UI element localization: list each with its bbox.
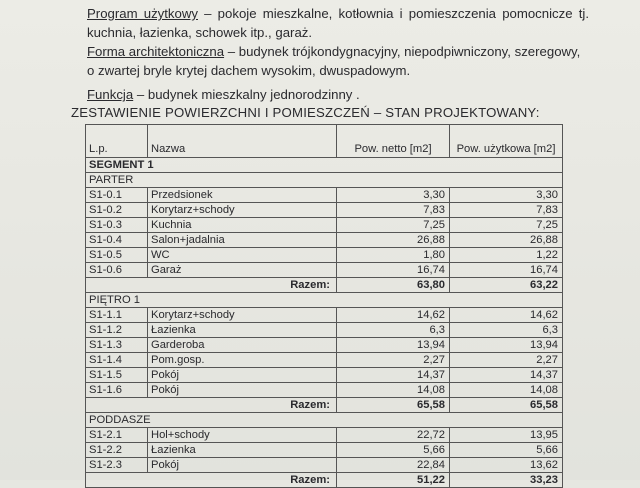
room-id: S1-1.1 [86,308,148,323]
room-name: Hol+schody [148,428,337,443]
table-row [86,428,563,443]
room-id: S1-1.4 [86,353,148,368]
room-area-netto: 14,37 [337,368,450,383]
floor-label: PARTER [86,173,563,188]
room-name: Garderoba [148,338,337,353]
segment-row [86,158,563,173]
funkcja-text: – budynek mieszkalny jednorodzinny . [136,87,360,102]
room-name: Pom.gosp. [148,353,337,368]
room-area-netto: 14,08 [337,383,450,398]
total-blank [86,278,148,293]
room-area-netto: 3,30 [337,188,450,203]
total-blank [86,398,148,413]
room-id: S1-1.6 [86,383,148,398]
forma-text: – budynek trójkondygnacyjny, niepodpiwniczony, szeregowy, o zwartej bryle krytej dachem wysokim, dwuspadowym. [87,44,581,78]
total-label: Razem: [148,278,337,293]
room-area-netto: 5,66 [337,443,450,458]
room-id: S1-0.6 [86,263,148,278]
table-row [86,308,563,323]
total-row [86,398,563,413]
room-area-uzytkowa: 7,83 [450,203,563,218]
funkcja-label: Funkcja [87,87,134,102]
room-name: Przedsionek [148,188,337,203]
room-id: S1-0.1 [86,188,148,203]
room-id: S1-1.5 [86,368,148,383]
room-name: Pokój [148,458,337,473]
rooms-table [85,124,563,488]
total-label: Razem: [148,473,337,488]
program-label: Program użytkowy [87,6,198,21]
room-area-uzytkowa: 3,30 [450,188,563,203]
table-row [86,248,563,263]
room-id: S1-0.3 [86,218,148,233]
total-netto: 51,22 [337,473,450,488]
header-pow-netto: Pow. netto [m2] [337,125,450,158]
table-row [86,233,563,248]
room-name: Łazienka [148,323,337,338]
total-row [86,473,563,488]
room-name: Łazienka [148,443,337,458]
room-name: WC [148,248,337,263]
floor-label: PIĘTRO 1 [86,293,563,308]
forma-label: Forma architektoniczna [87,44,225,59]
room-id: S1-2.3 [86,458,148,473]
total-blank [86,473,148,488]
total-uzytkowa: 65,58 [450,398,563,413]
room-name: Pokój [148,368,337,383]
header-nazwa: Nazwa [148,125,337,158]
floor-row [86,293,563,308]
table-heading: ZESTAWIENIE POWIERZCHNI I POMIESZCZEŃ – STAN PROJEKTOWANY: [71,105,540,120]
room-area-netto: 16,74 [337,263,450,278]
total-uzytkowa: 63,22 [450,278,563,293]
header-lp: L.p. [86,125,148,158]
room-area-uzytkowa: 13,62 [450,458,563,473]
room-area-netto: 13,94 [337,338,450,353]
table-row [86,263,563,278]
table-row [86,368,563,383]
room-area-uzytkowa: 5,66 [450,443,563,458]
room-area-uzytkowa: 14,08 [450,383,563,398]
room-id: S1-2.2 [86,443,148,458]
room-area-netto: 7,25 [337,218,450,233]
room-id: S1-0.5 [86,248,148,263]
total-label: Razem: [148,398,337,413]
header-pow-uzytkowa: Pow. użytkowa [m2] [450,125,563,158]
table-row [86,443,563,458]
room-name: Kuchnia [148,218,337,233]
room-name: Korytarz+schody [148,203,337,218]
floor-label: PODDASZE [86,413,563,428]
room-area-uzytkowa: 16,74 [450,263,563,278]
room-id: S1-1.2 [86,323,148,338]
room-area-uzytkowa: 13,94 [450,338,563,353]
room-id: S1-0.4 [86,233,148,248]
floor-row [86,173,563,188]
segment-label: SEGMENT 1 [86,158,563,173]
room-area-uzytkowa: 1,22 [450,248,563,263]
total-row [86,278,563,293]
room-name: Pokój [148,383,337,398]
room-area-uzytkowa: 14,62 [450,308,563,323]
table-row [86,188,563,203]
room-area-netto: 6,3 [337,323,450,338]
room-name: Salon+jadalnia [148,233,337,248]
program-text: – pokoje mieszkalne, kotłownia i pomieszczenia pomocnicze tj. kuchnia, łazienka, schowek itp., garaż. [87,6,589,40]
room-area-netto: 22,84 [337,458,450,473]
room-area-uzytkowa: 14,37 [450,368,563,383]
room-name: Korytarz+schody [148,308,337,323]
room-id: S1-0.2 [86,203,148,218]
table-row [86,458,563,473]
program-paragraph [87,4,589,42]
room-id: S1-2.1 [86,428,148,443]
table-row [86,203,563,218]
table-row [86,353,563,368]
room-area-netto: 2,27 [337,353,450,368]
room-area-uzytkowa: 13,95 [450,428,563,443]
table-row [86,218,563,233]
room-area-uzytkowa: 7,25 [450,218,563,233]
total-netto: 63,80 [337,278,450,293]
room-area-uzytkowa: 26,88 [450,233,563,248]
room-area-uzytkowa: 6,3 [450,323,563,338]
table-row [86,323,563,338]
room-name: Garaż [148,263,337,278]
floor-row [86,413,563,428]
room-area-netto: 1,80 [337,248,450,263]
forma-paragraph [87,42,589,80]
funkcja-paragraph [87,85,507,104]
total-uzytkowa: 33,23 [450,473,563,488]
room-id: S1-1.3 [86,338,148,353]
room-area-netto: 7,83 [337,203,450,218]
table-row [86,338,563,353]
table-row [86,383,563,398]
room-area-netto: 26,88 [337,233,450,248]
total-netto: 65,58 [337,398,450,413]
room-area-uzytkowa: 2,27 [450,353,563,368]
room-area-netto: 14,62 [337,308,450,323]
table-header-row [86,125,563,158]
room-area-netto: 22,72 [337,428,450,443]
